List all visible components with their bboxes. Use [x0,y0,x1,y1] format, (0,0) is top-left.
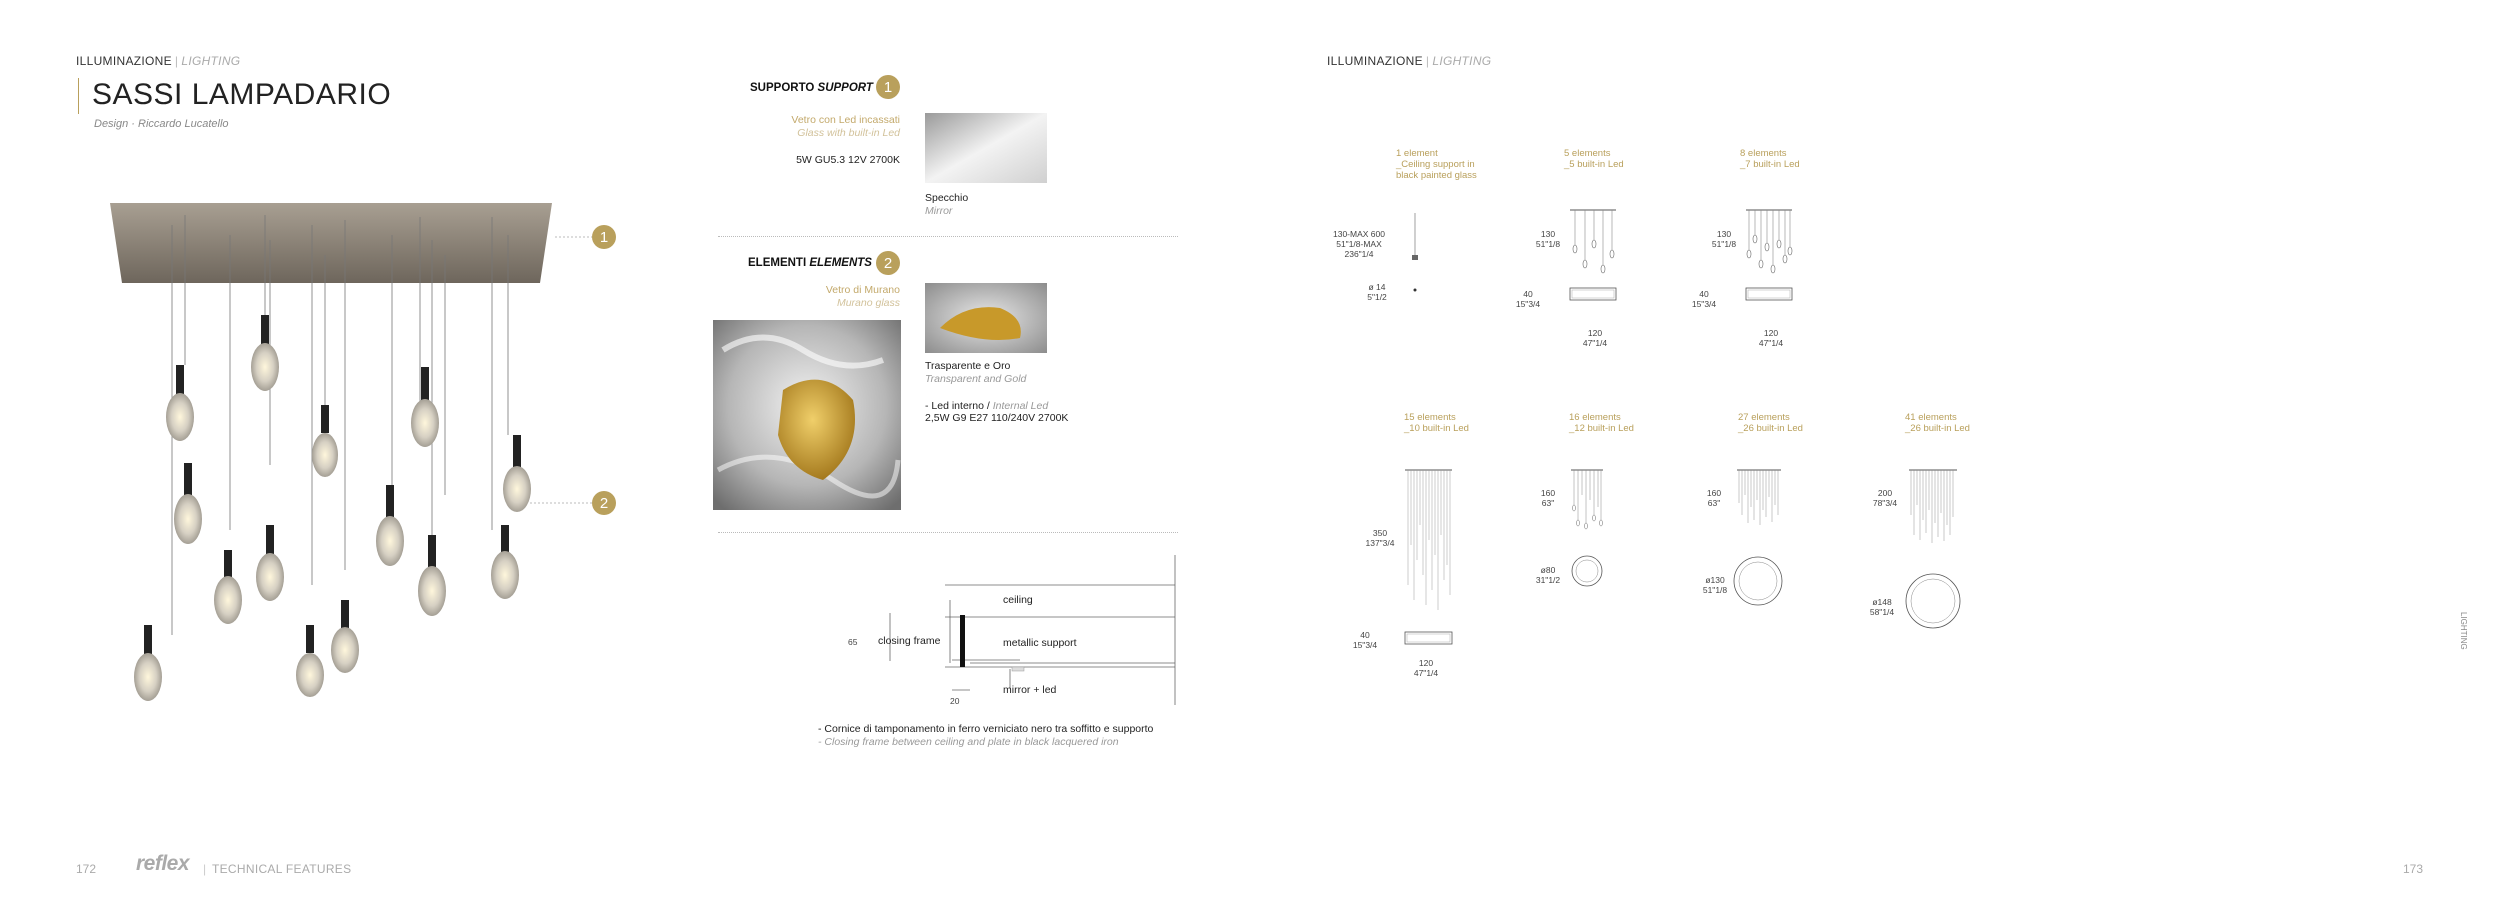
config-3-width-in: 47"1/4 [1758,338,1784,348]
config-5-drawing [1565,465,1625,595]
config-6-diameter-cm: ø130 [1705,575,1725,585]
config-2-height-cm: 130 [1540,229,1556,239]
config-1-height-in: 51"1/8-MAX 236"1/4 [1336,239,1382,259]
config-2-support-height [1513,289,1543,309]
chandelier-illustration [100,195,660,715]
config-4-width-in: 47"1/4 [1413,668,1439,678]
support-number: 1 [876,75,900,99]
config-3-width [1751,328,1791,348]
led-label-sep: / [986,400,990,412]
config-3-height-in: 51"1/8 [1711,239,1737,249]
technical-features: TECHNICAL FEATURES [212,862,352,876]
reflex-logo: reflex [136,852,190,875]
separator: | [1425,54,1430,68]
elements-desc-it: Vetro di Murano [825,284,900,296]
title-accent-bar [78,78,79,114]
config-6-height-cm: 160 [1706,488,1722,498]
config-6-line2: _26 built-in Led [1738,423,1803,434]
elements-number: 2 [876,251,900,275]
config-6-drawing [1733,465,1803,615]
config-2-support-in: 15"3/4 [1515,299,1541,309]
label-metallic-support: metallic support [1003,637,1077,649]
config-6-height-in: 63" [1707,498,1721,508]
side-tab-lighting: LIGHTING [2459,612,2468,650]
config-2-width-cm: 120 [1587,328,1603,338]
config-4-height-cm: 350 [1372,528,1388,538]
config-3-line2: _7 built-in Led [1740,159,1800,170]
config-heading [1396,148,1477,181]
frame-note-en: - Closing frame between ceiling and plate in black lacquered iron [818,736,1119,748]
page-number-left: 172 [76,862,97,876]
divider [718,236,1178,237]
config-3-support-height [1689,289,1719,309]
support-spec: 5W GU5.3 12V 2700K [796,154,900,166]
page-number-right: 173 [2403,862,2424,876]
right-section-label [1327,54,1491,68]
section-label-it: ILLUMINAZIONE [76,54,172,68]
config-4-support-in: 15"3/4 [1352,640,1378,650]
transparent-gold-swatch [925,283,1047,353]
config-5-diameter [1528,565,1568,585]
support-desc-it: Vetro con Led incassati [791,114,900,126]
config-1-line3: black painted glass [1396,170,1477,181]
footer-separator: | [203,862,207,876]
config-7-drawing [1905,465,1975,630]
label-ceiling: ceiling [1003,594,1033,606]
config-1-diameter-cm: ø 14 [1368,282,1386,292]
led-spec: 2,5W G9 E27 110/240V 2700K [925,412,1069,424]
config-1-height-cm: 130-MAX 600 [1333,229,1385,239]
config-4-support-height [1350,630,1380,650]
config-heading [1738,412,1803,434]
config-4-support-cm: 40 [1360,630,1370,640]
elements-heading-en: ELEMENTS [809,257,872,269]
dim-20: 20 [950,696,960,706]
divider [718,532,1178,533]
support-finish-en: Mirror [925,205,953,217]
config-4-line2: _10 built-in Led [1404,423,1469,434]
config-heading [1569,412,1634,434]
config-7-height-cm: 200 [1877,488,1893,498]
config-heading [1905,412,1970,434]
separator: | [174,54,179,68]
config-7-height-in: 78"3/4 [1872,498,1898,508]
config-4-height [1360,528,1400,548]
dim-65: 65 [848,637,858,647]
config-3-height-cm: 130 [1716,229,1732,239]
support-heading-en: SUPPORT [817,82,873,94]
config-6-diameter-in: 51"1/8 [1702,585,1728,595]
elements-finish-en: Transparent and Gold [925,373,1027,385]
label-closing-frame: closing frame [878,635,941,647]
config-1-line1: 1 element [1396,148,1438,159]
config-2-support-cm: 40 [1523,289,1533,299]
page-title: SASSI LAMPADARIO [92,78,392,111]
config-2-width-in: 47"1/4 [1582,338,1608,348]
config-heading [1404,412,1469,434]
config-heading [1740,148,1800,170]
config-3-height [1709,229,1739,249]
support-desc-en: Glass with built-in Led [797,127,900,139]
elements-heading [748,257,882,269]
marker-2: 2 [592,491,616,515]
config-5-height-in: 63" [1541,498,1555,508]
config-4-width [1406,658,1446,678]
marker-1: 1 [592,225,616,249]
section-label [76,54,240,68]
config-5-line1: 16 elements [1569,412,1621,423]
section-label-en: LIGHTING [181,54,241,68]
config-6-height [1699,488,1729,508]
config-7-height [1865,488,1905,508]
config-3-support-cm: 40 [1699,289,1709,299]
support-finish-it: Specchio [925,192,969,204]
config-7-line1: 41 elements [1905,412,1957,423]
config-5-height [1533,488,1563,508]
config-2-line2: _5 built-in Led [1564,159,1624,170]
right-section-label-it: ILLUMINAZIONE [1327,54,1423,68]
elements-heading-it: ELEMENTI [748,257,807,269]
config-7-diameter-cm: ø148 [1872,597,1892,607]
elements-desc-en: Murano glass [836,297,900,309]
config-1-height [1324,229,1394,259]
section-drawing [850,555,1180,705]
config-4-width-cm: 120 [1418,658,1434,668]
config-5-height-cm: 160 [1540,488,1556,498]
config-2-height [1533,229,1563,249]
config-5-diameter-in: 31"1/2 [1535,575,1561,585]
config-heading [1564,148,1624,170]
config-1-line2: _Ceiling support in [1396,159,1475,170]
murano-glass-photo [713,320,901,510]
designer-credit: Design · Riccardo Lucatello [94,118,229,130]
config-2-width [1575,328,1615,348]
config-4-height-in: 137"3/4 [1365,538,1395,548]
config-7-diameter [1862,597,1902,617]
config-4-line1: 15 elements [1404,412,1456,423]
config-3-line1: 8 elements [1740,148,1787,159]
config-7-line2: _26 built-in Led [1905,423,1970,434]
config-2-line1: 5 elements [1564,148,1611,159]
config-5-diameter-cm: ø80 [1540,565,1556,575]
config-3-drawing [1736,205,1806,325]
config-6-diameter [1695,575,1735,595]
led-label-en: Internal Led [992,400,1049,412]
frame-note-it: - Cornice di tamponamento in ferro verniciato nero tra soffitto e supporto [818,723,1154,735]
config-1-diameter-in: 5"1/2 [1367,292,1387,302]
support-heading-it: SUPPORTO [750,82,815,94]
mirror-swatch [925,113,1047,183]
right-section-label-en: LIGHTING [1432,54,1492,68]
config-2-height-in: 51"1/8 [1535,239,1561,249]
label-mirror-led: mirror + led [1003,684,1057,696]
support-heading [750,82,883,94]
config-3-support-in: 15"3/4 [1691,299,1717,309]
config-7-diameter-in: 58"1/4 [1869,607,1895,617]
led-label-it: - Led interno [925,400,984,412]
config-6-line1: 27 elements [1738,412,1790,423]
config-4-drawing [1400,465,1470,655]
config-3-width-cm: 120 [1763,328,1779,338]
config-1-diameter [1362,282,1392,302]
elements-finish-it: Trasparente e Oro [925,360,1011,372]
led-line [925,400,1048,412]
config-1-drawing [1390,205,1450,295]
config-5-line2: _12 built-in Led [1569,423,1634,434]
config-2-drawing [1560,205,1630,325]
